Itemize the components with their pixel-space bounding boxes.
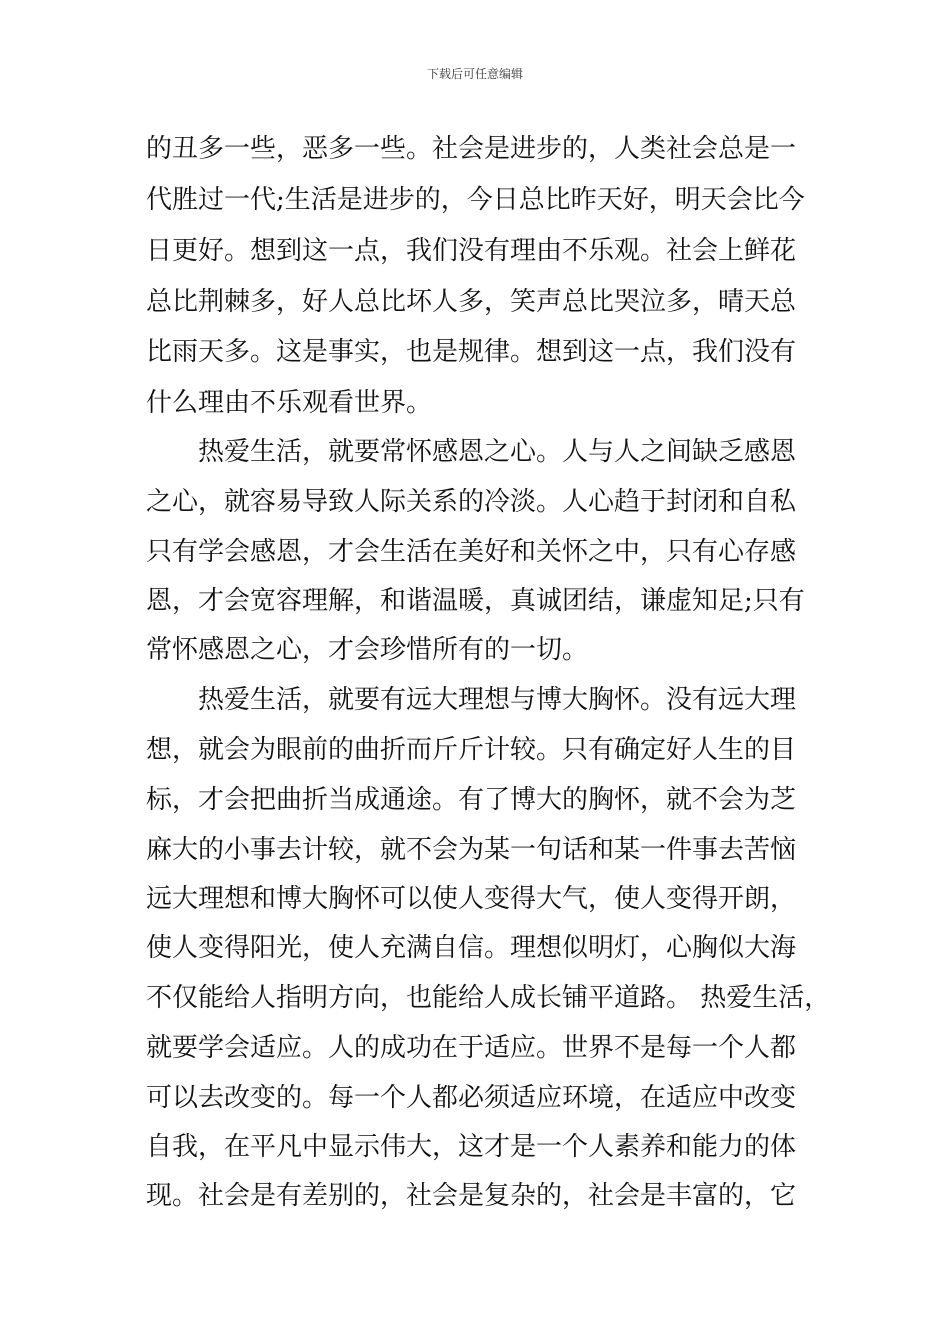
text-line: 想，就会为眼前的曲折而斤斤计较。只有确定好人生的目 bbox=[146, 735, 797, 765]
paragraph-first-line: 热爱生活，就要常怀感恩之心。人与人之间缺乏感恩 bbox=[198, 437, 797, 467]
text-line: 代胜过一代;生活是进步的，今日总比昨天好，明天会比今 bbox=[146, 185, 805, 215]
text-line: 常怀感恩之心，才会珍惜所有的一切。 bbox=[146, 635, 589, 665]
text-line: 自我，在平凡中显示伟大，这才是一个人素养和能力的体 bbox=[146, 1132, 797, 1162]
text-line: 使人变得阳光，使人充满自信。理想似明灯，心胸似大海 bbox=[146, 933, 797, 963]
text-line: 标，才会把曲折当成通途。有了博大的胸怀，就不会为芝 bbox=[146, 785, 797, 815]
text-line: 总比荆棘多，好人总比坏人多，笑声总比哭泣多，晴天总 bbox=[146, 287, 797, 317]
text-line: 只有学会感恩，才会生活在美好和关怀之中，只有心存感 bbox=[146, 537, 797, 567]
text-line: 不仅能给人指明方向，也能给人成长铺平道路。 热爱生活， bbox=[146, 983, 831, 1013]
paragraph-first-line: 热爱生活，就要有远大理想与博大胸怀。没有远大理 bbox=[198, 685, 797, 715]
text-line: 恩，才会宽容理解，和谐温暖，真诚团结，谦虚知足;只有 bbox=[146, 586, 805, 616]
page-header: 下载后可任意编辑 bbox=[426, 67, 523, 81]
text-line: 麻大的小事去计较，就不会为某一句话和某一件事去苦恼 bbox=[146, 835, 797, 865]
text-line: 什么理由不乐观看世界。 bbox=[146, 388, 433, 418]
text-line: 现。社会是有差别的，社会是复杂的，社会是丰富的，它 bbox=[146, 1181, 797, 1211]
text-line: 日更好。想到这一点，我们没有理由不乐观。社会上鲜花 bbox=[146, 236, 797, 266]
text-line: 就要学会适应。人的成功在于适应。世界不是每一个人都 bbox=[146, 1033, 797, 1063]
text-line: 之心，就容易导致人际关系的冷淡。人心趋于封闭和自私 bbox=[146, 487, 797, 517]
text-line: 比雨天多。这是事实，也是规律。想到这一点，我们没有 bbox=[146, 337, 797, 367]
text-line: 远大理想和博大胸怀可以使人变得大气，使人变得开朗， bbox=[146, 884, 797, 914]
text-line: 的丑多一些，恶多一些。社会是进步的，人类社会总是一 bbox=[146, 134, 797, 164]
text-line: 可以去改变的。每一个人都必须适应环境，在适应中改变 bbox=[146, 1083, 797, 1113]
